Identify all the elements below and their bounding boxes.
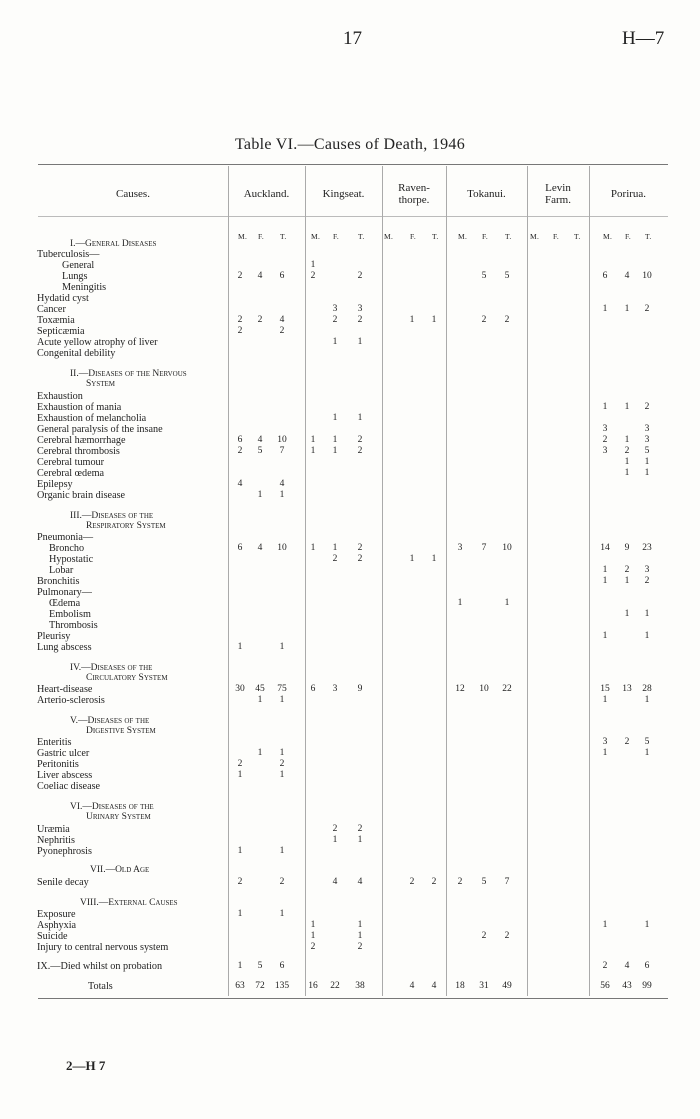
data-cell: 2 — [409, 877, 415, 887]
data-cell: 5 — [481, 271, 487, 281]
table-top-rule — [38, 164, 668, 165]
cause-label: Peritonitis — [37, 759, 79, 770]
data-cell: 1 — [409, 554, 415, 564]
totals-label: Totals — [88, 981, 113, 992]
table-title: Table VI.—Causes of Death, 1946 — [234, 136, 466, 153]
section-heading: IV.—Diseases of the — [70, 663, 153, 673]
data-cell: 1 — [624, 435, 630, 445]
mft-subheader: M. — [238, 232, 248, 241]
cause-label: Toxæmia — [37, 315, 75, 326]
data-cell: 5 — [644, 737, 650, 747]
data-cell: 2 — [237, 877, 243, 887]
mft-subheader: F. — [625, 232, 632, 241]
section-heading: System — [86, 379, 116, 389]
data-cell: 1 — [257, 748, 263, 758]
data-cell: 2 — [279, 326, 285, 336]
cause-label: Exhaustion — [37, 391, 83, 402]
data-cell: 2 — [504, 315, 510, 325]
cause-label: Pyonephrosis — [37, 846, 92, 857]
data-cell: 1 — [257, 695, 263, 705]
data-cell: 1 — [237, 642, 243, 652]
column-divider — [382, 166, 383, 996]
data-cell: 1 — [279, 909, 285, 919]
page-footer: 2—H 7 — [66, 1058, 106, 1073]
data-cell: 2 — [602, 961, 608, 971]
cause-label: Epilepsy — [37, 479, 73, 490]
data-cell: 1 — [624, 402, 630, 412]
data-cell: 10 — [502, 543, 512, 553]
data-cell: 1 — [357, 931, 363, 941]
page-number: 17 — [343, 28, 362, 49]
data-cell: 1 — [644, 468, 650, 478]
section-heading: V.—Diseases of the — [70, 716, 150, 726]
data-cell: 1 — [644, 695, 650, 705]
data-cell: 1 — [237, 846, 243, 856]
data-cell: 10 — [277, 543, 287, 553]
cause-label: IX.—Died whilst on probation — [37, 961, 163, 972]
column-divider — [305, 166, 306, 996]
hospital-header: Porirua. — [610, 188, 647, 200]
data-cell: 2 — [481, 931, 487, 941]
data-cell: 135 — [274, 981, 290, 991]
data-cell: 1 — [357, 920, 363, 930]
data-cell: 1 — [237, 909, 243, 919]
data-cell: 4 — [279, 479, 285, 489]
data-cell: 1 — [624, 609, 630, 619]
data-cell: 2 — [504, 931, 510, 941]
cause-label: Liver abscess — [37, 770, 93, 781]
data-cell: 63 — [235, 981, 245, 991]
cause-label: Congenital debility — [37, 348, 116, 359]
cause-label: Exhaustion of melancholia — [37, 413, 147, 424]
data-cell: 56 — [600, 981, 610, 991]
data-cell: 3 — [457, 543, 463, 553]
data-cell: 6 — [237, 543, 243, 553]
cause-label: Cancer — [37, 304, 66, 315]
data-cell: 2 — [257, 315, 263, 325]
cause-label: Cerebral thrombosis — [37, 446, 120, 457]
hospital-header: Raven- thorpe. — [398, 182, 430, 206]
data-cell: 2 — [310, 271, 316, 281]
data-cell: 18 — [455, 981, 465, 991]
data-cell: 4 — [357, 877, 363, 887]
data-cell: 2 — [357, 435, 363, 445]
section-heading: VI.—Diseases of the — [70, 802, 154, 812]
mft-subheader: F. — [258, 232, 265, 241]
data-cell: 99 — [642, 981, 652, 991]
table-bottom-rule — [38, 998, 668, 999]
data-cell: 4 — [332, 877, 338, 887]
data-cell: 5 — [257, 446, 263, 456]
data-cell: 2 — [332, 315, 338, 325]
data-cell: 1 — [602, 748, 608, 758]
section-heading: I.—General Diseases — [70, 239, 157, 249]
data-cell: 1 — [332, 413, 338, 423]
data-cell: 1 — [310, 435, 316, 445]
causes-column-header: Causes. — [116, 188, 150, 200]
data-cell: 2 — [457, 877, 463, 887]
hospital-header: Tokanui. — [467, 188, 506, 200]
mft-subheader: M. — [384, 232, 394, 241]
data-cell: 1 — [644, 920, 650, 930]
data-cell: 1 — [602, 402, 608, 412]
mft-subheader: T. — [645, 232, 652, 241]
data-cell: 1 — [602, 576, 608, 586]
data-cell: 3 — [644, 435, 650, 445]
data-cell: 2 — [602, 435, 608, 445]
cause-label: Acute yellow atrophy of liver — [37, 337, 158, 348]
data-cell: 43 — [622, 981, 632, 991]
data-cell: 10 — [277, 435, 287, 445]
cause-label: Lobar — [49, 565, 74, 576]
data-cell: 2 — [644, 576, 650, 586]
column-divider — [589, 166, 590, 996]
data-cell: 2 — [624, 737, 630, 747]
data-cell: 7 — [481, 543, 487, 553]
cause-label: Lungs — [62, 271, 88, 282]
data-cell: 2 — [357, 543, 363, 553]
data-cell: 2 — [357, 271, 363, 281]
cause-label: Arterio-sclerosis — [37, 695, 105, 706]
mft-subheader: M. — [603, 232, 613, 241]
data-cell: 1 — [310, 920, 316, 930]
data-cell: 2 — [624, 446, 630, 456]
cause-label: Pulmonary— — [37, 587, 92, 598]
data-cell: 4 — [624, 271, 630, 281]
cause-label: Cerebral hæmorrhage — [37, 435, 126, 446]
data-cell: 1 — [310, 446, 316, 456]
cause-label: Senile decay — [37, 877, 89, 888]
data-cell: 5 — [257, 961, 263, 971]
column-divider — [228, 166, 229, 996]
section-heading: VII.—Old Age — [90, 865, 150, 875]
data-cell: 28 — [642, 684, 652, 694]
data-cell: 1 — [409, 315, 415, 325]
data-cell: 10 — [479, 684, 489, 694]
cause-label: Suicide — [37, 931, 68, 942]
data-cell: 2 — [237, 271, 243, 281]
data-cell: 6 — [237, 435, 243, 445]
cause-label: Exposure — [37, 909, 76, 920]
cause-label: Cerebral tumour — [37, 457, 105, 468]
data-cell: 1 — [332, 543, 338, 553]
hospital-header: Kingseat. — [322, 188, 365, 200]
cause-label: Thrombosis — [49, 620, 98, 631]
data-cell: 2 — [332, 824, 338, 834]
data-cell: 5 — [504, 271, 510, 281]
section-heading: II.—Diseases of the Nervous — [70, 369, 187, 379]
cause-label: Hydatid cyst — [37, 293, 89, 304]
section-heading: Digestive System — [86, 726, 156, 736]
data-cell: 38 — [355, 981, 365, 991]
mft-subheader: F. — [553, 232, 560, 241]
data-cell: 2 — [644, 304, 650, 314]
data-cell: 1 — [257, 490, 263, 500]
data-cell: 22 — [502, 684, 512, 694]
cause-label: Œdema — [49, 598, 81, 609]
data-cell: 6 — [644, 961, 650, 971]
data-cell: 4 — [257, 543, 263, 553]
cause-label: Injury to central nervous system — [37, 942, 169, 953]
cause-label: Exhaustion of mania — [37, 402, 122, 413]
data-cell: 1 — [644, 457, 650, 467]
cause-label: General — [62, 260, 95, 271]
data-cell: 1 — [279, 748, 285, 758]
mft-subheader: M. — [311, 232, 321, 241]
data-cell: 45 — [255, 684, 265, 694]
data-cell: 2 — [237, 315, 243, 325]
data-cell: 2 — [357, 554, 363, 564]
header-bottom-rule — [38, 216, 668, 217]
section-heading: Respiratory System — [86, 521, 166, 531]
data-cell: 1 — [332, 446, 338, 456]
cause-label: General paralysis of the insane — [37, 424, 163, 435]
data-cell: 6 — [310, 684, 316, 694]
data-cell: 3 — [332, 304, 338, 314]
mft-subheader: F. — [333, 232, 340, 241]
data-cell: 1 — [602, 565, 608, 575]
column-divider — [446, 166, 447, 996]
data-cell: 3 — [332, 684, 338, 694]
cause-label: Cerebral œdema — [37, 468, 105, 479]
mft-subheader: T. — [505, 232, 512, 241]
cause-label: Embolism — [49, 609, 91, 620]
data-cell: 2 — [357, 942, 363, 952]
data-cell: 6 — [279, 961, 285, 971]
data-cell: 5 — [481, 877, 487, 887]
mft-subheader: F. — [482, 232, 489, 241]
data-cell: 7 — [504, 877, 510, 887]
data-cell: 1 — [504, 598, 510, 608]
cause-label: Pneumonia— — [37, 532, 94, 543]
data-cell: 9 — [357, 684, 363, 694]
data-cell: 2 — [237, 326, 243, 336]
data-cell: 2 — [332, 554, 338, 564]
data-cell: 2 — [357, 824, 363, 834]
data-cell: 2 — [279, 877, 285, 887]
data-cell: 1 — [644, 609, 650, 619]
data-cell: 30 — [235, 684, 245, 694]
data-cell: 1 — [624, 304, 630, 314]
data-cell: 1 — [237, 961, 243, 971]
data-cell: 49 — [502, 981, 512, 991]
data-cell: 4 — [431, 981, 437, 991]
data-cell: 10 — [642, 271, 652, 281]
data-cell: 13 — [622, 684, 632, 694]
data-cell: 1 — [457, 598, 463, 608]
data-cell: 1 — [624, 468, 630, 478]
document-code: H—7 — [622, 28, 665, 49]
data-cell: 1 — [310, 543, 316, 553]
data-cell: 3 — [602, 737, 608, 747]
data-cell: 1 — [602, 631, 608, 641]
data-cell: 1 — [279, 642, 285, 652]
data-cell: 75 — [277, 684, 287, 694]
data-cell: 3 — [357, 304, 363, 314]
cause-label: Gastric ulcer — [37, 748, 90, 759]
mft-subheader: M. — [458, 232, 468, 241]
data-cell: 3 — [644, 565, 650, 575]
mft-subheader: T. — [432, 232, 439, 241]
data-cell: 2 — [357, 315, 363, 325]
mft-subheader: M. — [530, 232, 540, 241]
data-cell: 2 — [237, 759, 243, 769]
cause-label: Enteritis — [37, 737, 72, 748]
data-cell: 6 — [602, 271, 608, 281]
hospital-header: Auckland. — [243, 188, 290, 200]
data-cell: 2 — [431, 877, 437, 887]
cause-label: Heart-disease — [37, 684, 93, 695]
data-cell: 1 — [644, 748, 650, 758]
data-cell: 1 — [431, 554, 437, 564]
data-cell: 1 — [431, 315, 437, 325]
data-cell: 1 — [279, 695, 285, 705]
data-cell: 3 — [602, 424, 608, 434]
data-cell: 1 — [237, 770, 243, 780]
data-cell: 9 — [624, 543, 630, 553]
cause-label: Nephritis — [37, 835, 75, 846]
data-cell: 4 — [257, 271, 263, 281]
data-cell: 5 — [644, 446, 650, 456]
data-cell: 1 — [279, 490, 285, 500]
cause-label: Uræmia — [37, 824, 70, 835]
data-cell: 1 — [279, 770, 285, 780]
data-cell: 22 — [330, 981, 340, 991]
mft-subheader: T. — [574, 232, 581, 241]
data-cell: 4 — [257, 435, 263, 445]
data-cell: 23 — [642, 543, 652, 553]
data-cell: 1 — [357, 835, 363, 845]
data-cell: 2 — [481, 315, 487, 325]
column-divider — [527, 166, 528, 996]
data-cell: 6 — [279, 271, 285, 281]
data-cell: 1 — [602, 695, 608, 705]
data-cell: 1 — [332, 835, 338, 845]
cause-label: Broncho — [49, 543, 85, 554]
cause-label: Lung abscess — [37, 642, 92, 653]
data-cell: 3 — [602, 446, 608, 456]
data-cell: 2 — [644, 402, 650, 412]
mft-subheader: T. — [280, 232, 287, 241]
cause-label: Organic brain disease — [37, 490, 126, 501]
data-cell: 1 — [332, 435, 338, 445]
data-cell: 1 — [602, 304, 608, 314]
data-cell: 7 — [279, 446, 285, 456]
data-cell: 4 — [279, 315, 285, 325]
data-cell: 3 — [644, 424, 650, 434]
data-cell: 1 — [644, 631, 650, 641]
section-heading: Circulatory System — [86, 673, 168, 683]
data-cell: 14 — [600, 543, 610, 553]
data-cell: 72 — [255, 981, 265, 991]
cause-label: Hypostatic — [49, 554, 94, 565]
data-cell: 2 — [279, 759, 285, 769]
cause-label: Pleurisy — [37, 631, 71, 642]
cause-label: Asphyxia — [37, 920, 77, 931]
cause-label: Meningitis — [62, 282, 107, 293]
cause-label: Septicæmia — [37, 326, 85, 337]
data-cell: 1 — [357, 413, 363, 423]
cause-label: Bronchitis — [37, 576, 80, 587]
data-cell: 1 — [602, 920, 608, 930]
section-heading: Urinary System — [86, 812, 151, 822]
data-cell: 15 — [600, 684, 610, 694]
data-cell: 2 — [310, 942, 316, 952]
section-heading: VIII.—External Causes — [80, 898, 178, 908]
data-cell: 1 — [624, 457, 630, 467]
data-cell: 31 — [479, 981, 489, 991]
data-cell: 1 — [332, 337, 338, 347]
data-cell: 4 — [237, 479, 243, 489]
cause-label: Coeliac disease — [37, 781, 101, 792]
mft-subheader: F. — [410, 232, 417, 241]
hospital-header: Levin Farm. — [545, 182, 571, 206]
data-cell: 2 — [357, 446, 363, 456]
data-cell: 1 — [624, 576, 630, 586]
mft-subheader: T. — [358, 232, 365, 241]
data-cell: 2 — [624, 565, 630, 575]
data-cell: 1 — [310, 931, 316, 941]
data-cell: 1 — [310, 260, 316, 270]
data-cell: 1 — [279, 846, 285, 856]
data-cell: 2 — [237, 446, 243, 456]
section-heading: III.—Diseases of the — [70, 511, 154, 521]
data-cell: 12 — [455, 684, 465, 694]
data-cell: 4 — [409, 981, 415, 991]
cause-label: Tuberculosis— — [37, 249, 100, 260]
data-cell: 1 — [357, 337, 363, 347]
data-cell: 4 — [624, 961, 630, 971]
data-cell: 16 — [308, 981, 318, 991]
